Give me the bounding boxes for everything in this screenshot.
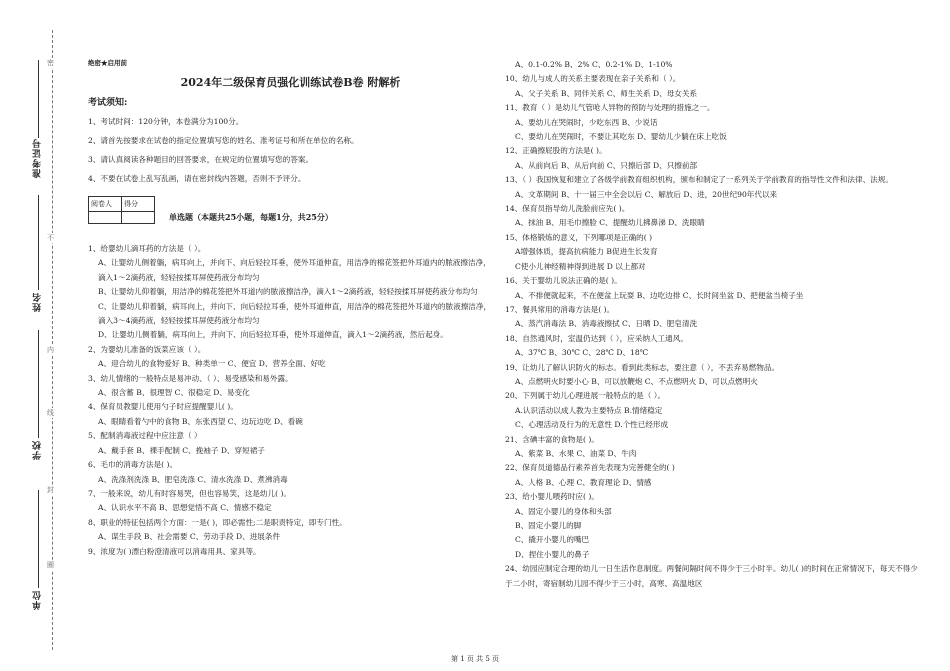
- option-line: A增强体质，提高抗病能力 B促进生长发育: [515, 247, 658, 257]
- option-line: A、不排便就起来，不在便盆上玩耍 B、边吃边排 C、长时间坐盆 D、把便盆当椅子坐: [515, 290, 804, 300]
- notice-item: 4、不要在试卷上乱写乱画，请在密封线内答题，否则不予评分。: [88, 174, 306, 183]
- option-line: A、洗涤剂洗涤 B、肥皂洗涤 C、清水洗涤 D、煮沸消毒: [98, 474, 288, 484]
- seal-char: 线: [47, 409, 54, 417]
- score-col-score: 得分: [122, 196, 155, 211]
- option-line: D、捏住小婴儿的鼻子: [515, 549, 590, 559]
- score-area: [88, 192, 493, 224]
- option-line: B、让婴幼儿仰着躺，用洁净的棉花签把外耳道内的脓液擦洁净，滴入1～2滴药液，轻轻按揉耳屏使药液分布均匀: [98, 287, 478, 297]
- option-line: A、从前向后 B、从后向前 C、只擦后部 D、只擦前部: [515, 160, 698, 170]
- option-line: B、固定小婴儿的脚: [515, 521, 582, 530]
- option-line: A、点燃明火时要小心 B、可以放鞭炮 C、不点燃明火 D、可以点燃明火: [515, 376, 758, 386]
- question-line: 14、保育员指导幼儿洗脸前应先( )。: [505, 204, 630, 214]
- question-line: 17、餐具常用的消毒方法是( )。: [505, 304, 615, 314]
- option-line: C使小儿神经精神得到进展 D 以上都对: [515, 261, 646, 271]
- page-footer: 第 1 页 共 5 页: [450, 655, 500, 663]
- seal-char: 内: [47, 346, 54, 354]
- score-cell[interactable]: [89, 212, 122, 224]
- question-line: 9、浓度为( )漂白粉澄清液可以消毒用具、家具等。: [88, 546, 261, 556]
- label-name: 姓名: [33, 292, 43, 312]
- question-line: 15、体格锻炼的意义，下列哪项是正确的( ): [505, 232, 653, 242]
- section-title: 单选题（本题共25小题，每题1分，共25分）: [169, 212, 333, 222]
- option-line: A、0.1-0.2% B、2% C、0.2-1% D、1-10%: [515, 60, 673, 69]
- question-line: 22、保育员道德品行素养首先表现为完善健全的( ): [505, 463, 675, 473]
- binding-margin: [0, 0, 70, 671]
- option-line: A、认识水平不高 B、思想觉悟不高 C、情感不稳定: [98, 503, 272, 513]
- option-line: D、让婴幼儿侧着躺，病耳向上，并向下、向后轻拉耳垂，使外耳道伸直，滴入1～2滴药液，然后起身。: [98, 330, 448, 340]
- name-line: [38, 195, 39, 290]
- label-school: 学校: [33, 440, 43, 460]
- option-line: A、迎合幼儿的食物爱好 B、种类单一 C、便宜 D、营养全面、好吃: [98, 359, 326, 369]
- option-line: A、抹油 B、用毛巾擦脸 C、提醒幼儿拂鼻涕 D、洗眼睛: [515, 218, 705, 228]
- question-list-left: [88, 242, 493, 559]
- question-line: 20、下列属于幼儿心理进展一般特点的是（ ）。: [505, 391, 666, 401]
- seal-char: 封: [47, 486, 54, 494]
- seal-char: 圈: [47, 561, 54, 569]
- notice-item: 3、请认真阅读各种题目的回答要求，在规定的位置填写您的答案。: [88, 155, 314, 164]
- page-title: 2024年二级保育员强化训练试卷B卷 附解析: [180, 76, 401, 89]
- seal-dashed-line: [52, 30, 53, 650]
- seal-char: 密: [47, 59, 54, 67]
- question-line: 18、自然通风时，室温仍达到（ ），应采纳人工通风。: [505, 333, 688, 343]
- option-line: A、紫菜 B、水果 C、油菜 D、牛肉: [515, 448, 637, 458]
- question-line: 3、幼儿情绪的一般特点是易冲动、（ ）、易受感染和易外露。: [88, 373, 293, 383]
- school-line: [38, 330, 39, 438]
- option-line: A、蒸汽消毒法 B、消毒液擦拭 C、日晒 D、肥皂清洗: [515, 319, 698, 329]
- option-line: A、眼睛看着勺中的食物 B、东张西望 C、边玩边吃 D、看碗: [98, 416, 303, 426]
- unit-line: [38, 490, 39, 588]
- score-table: [88, 196, 155, 224]
- option-line: A、要幼儿在哭闹时，少吃东西 B、少说话: [515, 117, 658, 127]
- option-line: C、要幼儿在哭闹时，不要让其吃东 D、婴幼儿少躺在床上吃饭: [515, 132, 727, 142]
- seal-char: 不: [47, 234, 54, 242]
- option-line: A、人格 B、心理 C、教育理论 D、情感: [515, 477, 652, 487]
- exam-number-line: [38, 60, 39, 138]
- score-cell[interactable]: [122, 212, 155, 224]
- left-column: [88, 58, 493, 559]
- question-line: 24、幼园应制定合理的幼儿一日生活作息制度。两餐间隔时间不得少于三小时半。幼儿( )的时间在正常情况下，每天不得少于二小时，寄宿制幼儿园不得少于三小时，高寒、高温地区: [505, 564, 918, 588]
- notice-item: 1、考试时间：120分钟，本卷满分为100分。: [88, 117, 244, 126]
- question-line: 23、给小婴儿喂药时应( )。: [505, 492, 599, 502]
- label-unit: 单位: [33, 590, 43, 610]
- question-line: 6、毛巾的消毒方法是( )。: [88, 460, 178, 470]
- score-col-grader: 阅卷人: [89, 196, 122, 211]
- option-line: A、很含蓄 B、很理智 C、很稳定 D、易变化: [98, 388, 250, 398]
- question-line: 2、为婴幼儿准备的饭菜应该（ ）。: [88, 344, 206, 354]
- option-line: A.认识活动以成人教为主要特点 B.情绪稳定: [515, 405, 663, 415]
- option-line: A、37℃ B、30℃ C、28℃ D、18℃: [515, 348, 649, 358]
- notice-heading: 考试须知:: [88, 98, 128, 108]
- question-line: 11、教育（ ）是幼儿气管呛人异物的预防与处理的措施之一。: [505, 103, 715, 113]
- question-line: 10、幼儿与成人的关系主要表现在亲子关系和（ ）。: [505, 74, 681, 84]
- secret-mark: 绝密★启用前: [88, 59, 127, 67]
- question-line: 8、职业的特征包括两个方面：一是( )，即必需性;二是职责特定，即专门性。: [88, 517, 347, 527]
- question-line: 7、一般来说，幼儿有时容易哭，但也容易笑，这是幼儿( )。: [88, 488, 292, 498]
- question-line: 5、配制消毒液过程中应注意（ ）: [88, 431, 202, 441]
- question-line: 19、让幼儿了解认识防火的标志。看到此类标志，要注意（ ），不丢弃易燃物品。: [505, 362, 780, 372]
- option-line: A、文革期间 B、十一届三中全会以后 C、解放后 D、进，20世纪90年代以来: [515, 189, 778, 199]
- question-line: 13、（ ）我国恢复和建立了各级学前教育组织机构，颁布和制定了一系列关于学前教育的指导性文件和法律、法规。: [505, 175, 893, 185]
- question-list-right: [505, 58, 925, 591]
- right-column: [505, 58, 925, 591]
- option-line: A、戴手套 B、裸手配制 C、挽袖子 D、穿短裙子: [98, 445, 265, 455]
- option-line: A、固定小婴儿的身体和头部: [515, 506, 612, 516]
- question-line: 1、给婴幼儿滴耳药的方法是（ ）。: [88, 244, 206, 253]
- question-line: 21、含碘丰富的食物是( )。: [505, 434, 599, 444]
- option-line: A、让婴幼儿侧着躺，病耳向上，并向下、向后轻拉耳垂，使外耳道伸直，用洁净的棉花签把外耳道内的脓液擦洁净，滴入1～2滴药液，轻轻按揉耳屏使药液分布均匀: [98, 258, 491, 282]
- option-line: C、让婴幼儿仰着躺，病耳向上，并向下、向后轻拉耳垂，使外耳道伸直，用洁净的棉花签把外耳道内的脓液擦洁净，滴入3～4滴药液，轻轻按揉耳屏使药液分布均匀: [98, 301, 492, 326]
- question-line: 16、关于婴幼儿说法正确的是( )。: [505, 276, 622, 286]
- question-line: 12、正确擦屁股的方法是( )。: [505, 146, 607, 156]
- notice-item: 2、请首先按要求在试卷的指定位置填写您的姓名、准考证号和所在单位的名称。: [88, 136, 359, 145]
- option-line: C、心理活动及行为的无意性 D.个性已经形成: [515, 420, 669, 430]
- question-line: 4、保育员教婴儿使用勺子时应提醒婴儿( )。: [88, 402, 238, 412]
- label-exam-number: 准考证号: [33, 138, 43, 178]
- option-line: A、父子关系 B、同伴关系 C、师生关系 D、母女关系: [515, 88, 698, 98]
- option-line: C、撬开小婴儿的嘴巴: [515, 535, 590, 545]
- option-line: A、谋生手段 B、社会需要 C、劳动手段 D、进展条件: [98, 532, 281, 542]
